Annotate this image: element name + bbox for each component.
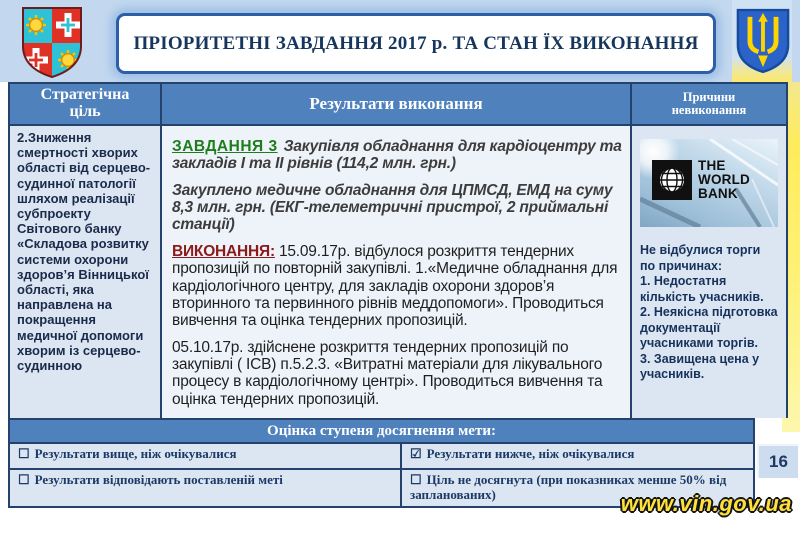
checkbox-unchecked-icon: ☐ <box>410 472 422 487</box>
page-number: 16 <box>757 444 798 478</box>
assessment-option-higher: ☐ Результати вище, ніж очікувалися <box>10 444 400 468</box>
task-paragraph <box>172 138 622 173</box>
checkbox-unchecked-icon: ☐ <box>18 446 30 461</box>
table-header-row <box>10 84 786 126</box>
priority-task-table <box>8 82 788 418</box>
checkbox-checked-icon: ☑ <box>410 446 422 461</box>
reason-item: 2. Неякісна підготовка документації учасниками торгів. <box>640 305 778 350</box>
table-body-row <box>10 126 786 418</box>
reasons-text <box>636 241 782 385</box>
results-cell <box>162 126 632 418</box>
task-label: ЗАВДАННЯ 3 <box>172 138 278 155</box>
world-bank-logo <box>640 139 778 227</box>
task-note: Закуплено медичне обладнання для ЦПМСД, ЕМД на суму 8,3 млн. грн. (ЕКГ-телеметричні пристрої, 2 приймальні станції) <box>172 181 613 234</box>
column-header-strategic-goal: Стратегічна ціль <box>10 84 162 124</box>
execution-text-1: 15.09.17р. відбулося розкриття тендерних пропозицій по повторній закупівлі. 1.«Медичне обладнання для кардіологічного центру, для закладів охорони здоров’я вторинного та первинного рівнів меддопомоги». Проводиться вивчення та оцінка тендерних пропозицій. <box>172 242 618 330</box>
execution-paragraph-1 <box>172 243 622 330</box>
task-text: Закупівля обладнання для кардіоцентру та закладів І та ІІ рівнів (114,2 млн. грн.) <box>172 138 622 173</box>
strategic-goal-cell: 2.Зниження смертності хворих області від серцево-судинної патології шляхом реалізації субпроекту Світового банку «Складова розвитку системи охорони здоров’я Вінницької області, яка направлена на покращення медичної допомоги хворим із серцево-судинною <box>10 126 162 418</box>
assessment-option-lower: ☑ Результати нижче, ніж очікувалися <box>402 444 753 468</box>
execution-label: ВИКОНАННЯ: <box>172 242 275 260</box>
ukraine-trident-icon <box>735 6 791 81</box>
vinnytsia-coat-of-arms-icon <box>20 5 84 86</box>
reason-item: 3. Завищена цена у учасників. <box>640 351 760 381</box>
reason-item: 1. Недостатня кількість учасників. <box>640 274 764 304</box>
globe-icon <box>652 160 692 200</box>
assessment-option-met: ☐ Результати відповідають поставленій меті <box>10 470 400 506</box>
world-bank-wordmark: THE WORLD BANK <box>698 158 750 201</box>
assessment-title: Оцінка ступеня досягнення мети: <box>10 420 753 442</box>
column-header-results: Результати виконання <box>162 84 632 124</box>
website-url: www.vin.gov.ua <box>620 491 792 516</box>
reasons-intro: Не відбулися торги по причинах: <box>640 243 761 273</box>
column-header-reasons: Причини невиконання <box>671 89 747 117</box>
assessment-option-not-achieved: ☐ Ціль не досягнута (при показниках менше 50% від запланованих) <box>402 470 753 506</box>
slide-title-box <box>116 13 716 74</box>
checkbox-unchecked-icon: ☐ <box>18 472 30 487</box>
slide-title: ПРІОРИТЕТНІ ЗАВДАННЯ 2017 р. ТА СТАН ЇХ ВИКОНАННЯ <box>133 32 699 54</box>
execution-paragraph-2: 05.10.17р. здійснене розкриття тендерних пропозицій по закупівлі ( ІСВ) п.5.2.3. «Витратні матеріали для лікувального процесу в кардіологічному центрі». Проводиться вивчення та оцінка тендерних пропозицій. <box>172 338 603 408</box>
reasons-cell <box>632 126 786 418</box>
